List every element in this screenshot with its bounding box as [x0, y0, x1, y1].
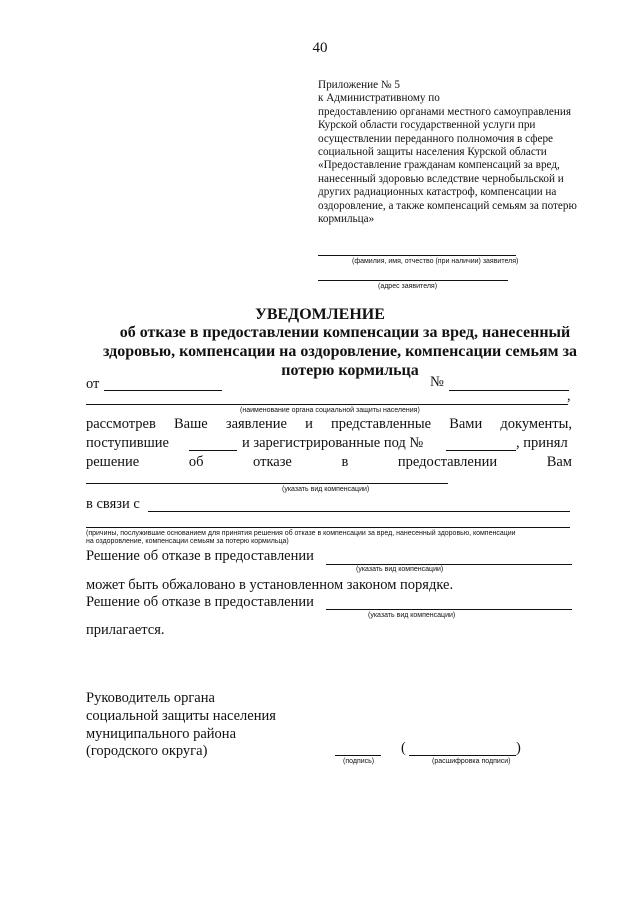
- number-label: №: [430, 374, 444, 390]
- received-label: поступившие: [86, 435, 169, 451]
- signature-decode-field[interactable]: [409, 755, 516, 756]
- org-comma: ,: [567, 388, 571, 404]
- reasons-field-1[interactable]: [148, 511, 570, 512]
- appendix-line: «Предоставление гражданам компенсаций за вред,: [318, 159, 560, 172]
- signature-decode-caption: (расшифровка подписи): [432, 758, 511, 765]
- decision-compensation-field-2[interactable]: [326, 609, 572, 610]
- compensation-caption: (указать вид компенсации): [356, 566, 444, 573]
- notice-subtitle-line: об отказе в предоставлении компенсации за вред, нанесенный: [119, 324, 571, 341]
- applicant-name-line[interactable]: [318, 255, 516, 256]
- applicant-address-caption: (адрес заявителя): [378, 283, 438, 290]
- due-to-label: в связи с: [86, 496, 140, 512]
- decision-label-2: Решение об отказе в предоставлении: [86, 594, 314, 610]
- notice-subtitle-line: потерю кормильца: [281, 362, 419, 379]
- decode-paren-open: (: [401, 740, 406, 756]
- applicant-address-line[interactable]: [318, 280, 508, 281]
- appendix-line: предоставлению органами местного самоуправления: [318, 105, 572, 118]
- body-word: предоставлении: [397, 454, 498, 470]
- body-word: Ваше: [173, 416, 208, 432]
- body-word: заявление: [225, 416, 287, 432]
- reasons-caption: на оздоровление, компенсации семьям за потерю кормильца): [86, 538, 289, 545]
- body-word: рассмотрев: [86, 416, 156, 432]
- from-label: от: [86, 376, 100, 392]
- signature-title-line: муниципального района: [86, 726, 236, 742]
- body-word: Вами: [449, 416, 483, 432]
- appendix-line: Приложение № 5: [318, 79, 400, 91]
- appendix-line: других радиационных катастроф, компенсации на: [318, 186, 557, 199]
- compensation-type-field[interactable]: [86, 483, 448, 484]
- registration-number-field[interactable]: [446, 450, 516, 451]
- compensation-caption: (указать вид компенсации): [282, 486, 370, 493]
- registered-label: и зарегистрированные под №: [242, 435, 424, 451]
- accepted-label: , принял: [516, 435, 568, 451]
- body-word: об: [188, 454, 204, 470]
- body-word: Вам: [546, 454, 572, 470]
- appendix-line: оздоровление, а также компенсаций семьям за потерю: [318, 199, 577, 212]
- body-word: представленные: [331, 416, 432, 432]
- appendix-line: кормильца»: [318, 213, 375, 226]
- notice-heading: УВЕДОМЛЕНИЕ: [255, 306, 385, 323]
- appendix-line: осуществлении переданного полномочия в сфере: [318, 132, 554, 145]
- signature-caption: (подпись): [343, 758, 375, 765]
- appendix-line: к Административному по: [318, 92, 440, 105]
- number-field[interactable]: [449, 390, 569, 391]
- organization-line[interactable]: [86, 404, 568, 405]
- body-line-3: [86, 454, 572, 471]
- decision-compensation-field-1[interactable]: [326, 564, 572, 565]
- notice-subtitle-line: здоровью, компенсации на оздоровление, компенсации семьям за: [103, 343, 577, 360]
- signature-title-line: социальной защиты населения: [86, 708, 276, 724]
- organization-caption: (наименование органа социальной защиты населения): [240, 407, 420, 414]
- signature-field[interactable]: [335, 755, 381, 756]
- appendix-line: социальной защиты населения Курской области: [318, 146, 547, 159]
- body-word: решение: [86, 454, 140, 470]
- compensation-caption: (указать вид компенсации): [368, 612, 456, 619]
- from-field[interactable]: [104, 390, 222, 391]
- signature-title-line: Руководитель органа: [86, 690, 215, 706]
- appendix-line: нанесенный здоровью вследствие чернобыльской и: [318, 172, 564, 185]
- decode-paren-close: ): [516, 740, 521, 756]
- body-word: в: [341, 454, 349, 470]
- appeal-text: может быть обжаловано в установленном законом порядке.: [86, 577, 454, 593]
- attached-text: прилагается.: [86, 622, 165, 638]
- received-date-field[interactable]: [189, 450, 237, 451]
- body-word: и: [305, 416, 313, 432]
- appendix-line: Курской области государственной услуги при: [318, 119, 536, 132]
- body-word: документы,: [500, 416, 572, 432]
- body-word: отказе: [253, 454, 292, 470]
- reasons-caption: (причины, послужившие основанием для принятия решения об отказе в компенсации за вред, нанесенный здоровью, компенсации: [86, 530, 516, 537]
- decision-label-1: Решение об отказе в предоставлении: [86, 548, 314, 564]
- signature-title-line: (городского округа): [86, 743, 208, 759]
- appendix-block: [318, 79, 618, 226]
- page-number: 40: [312, 40, 328, 56]
- applicant-name-caption: (фамилия, имя, отчество (при наличии) заявителя): [352, 258, 519, 265]
- reasons-field-2[interactable]: [86, 527, 570, 528]
- body-line-1: [86, 416, 572, 433]
